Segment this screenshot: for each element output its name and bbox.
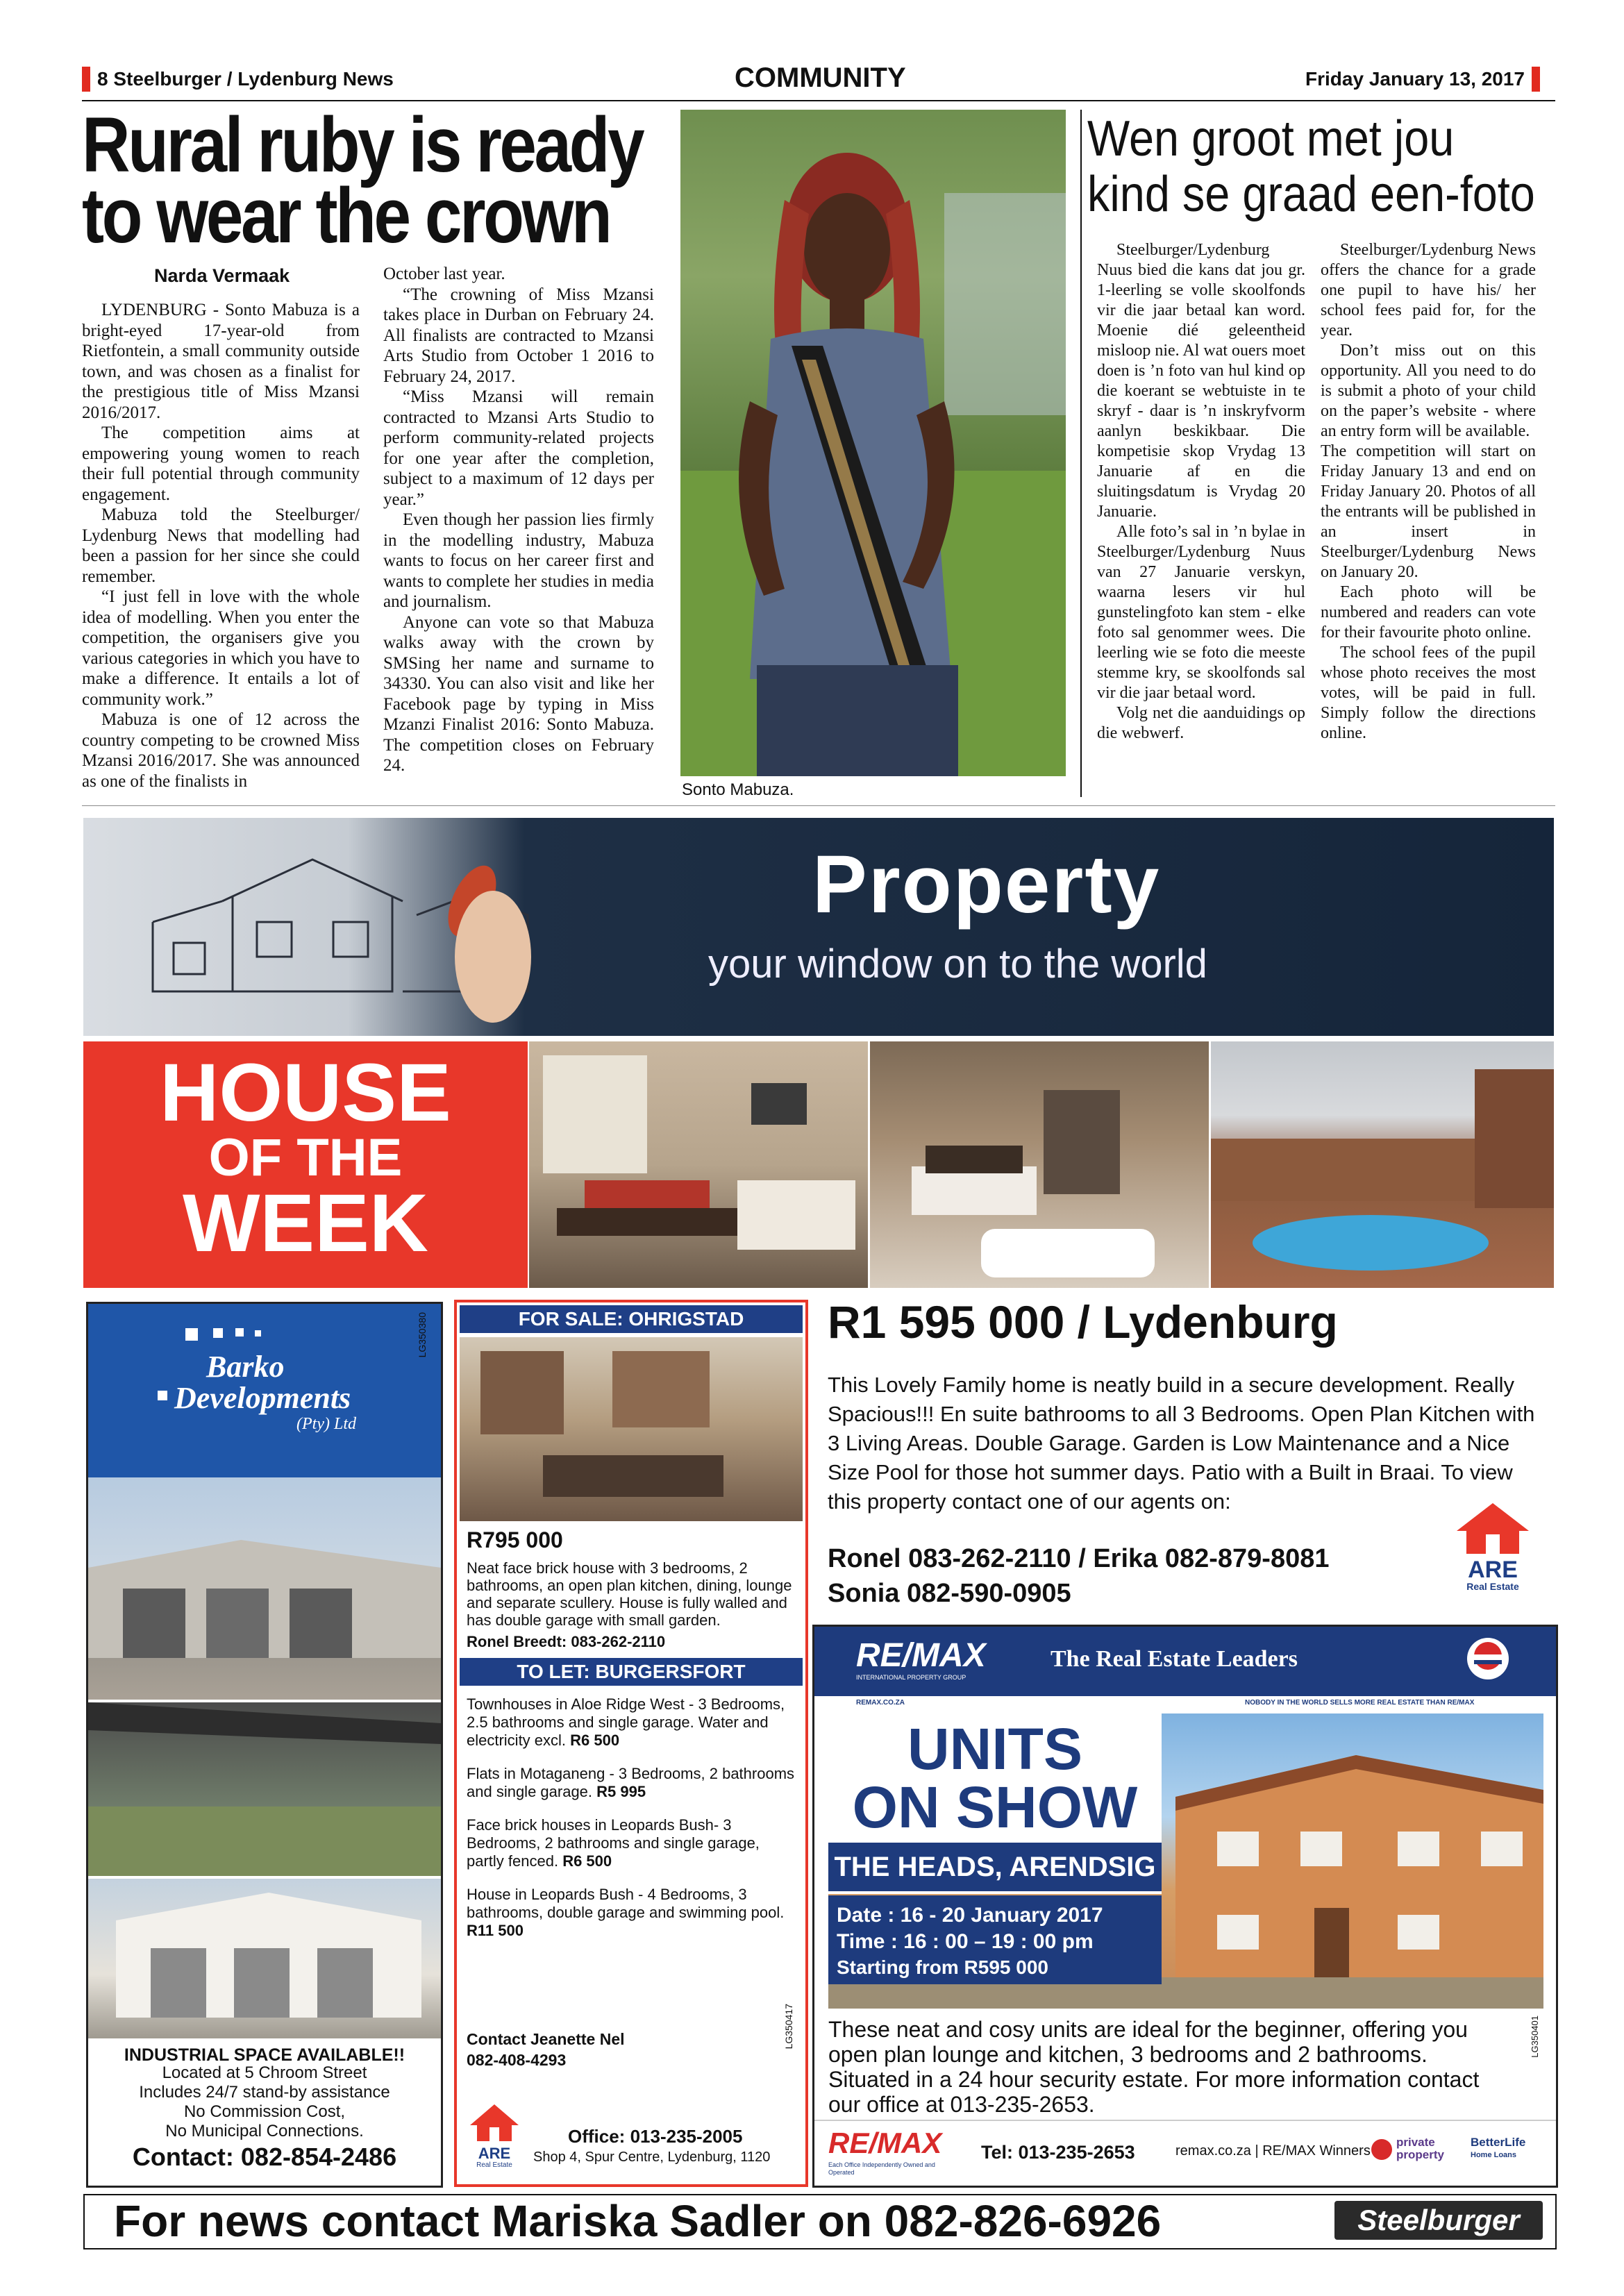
- unit-illustration: [88, 1879, 441, 2038]
- article1-para: Even though her passion lies firmly in the modelling industry, Mabuza wants to focus on her career first and wants to complete her studies in media and journalism.: [383, 510, 654, 611]
- to-let-listings: [467, 1695, 796, 1955]
- property-banner-subtitle: your window on to the world: [708, 941, 1207, 987]
- private-property-line1: private: [1396, 2136, 1435, 2149]
- private-property-line2: property: [1396, 2148, 1444, 2161]
- article2-para: Alle foto’s sal in ’n bylae in Steelburger/Lydenburg Nuus van 27 Januarie verskyn, waarna lesers vir hul gunstelingfoto kan stem - elke foto sal genommer wees. Die leerling wie se foto die meeste stemme kry, se skoolfonds sal vir die jaar betaal word.: [1097, 523, 1305, 702]
- section-rule: [82, 805, 1555, 806]
- for-sale-header: FOR SALE: OHRIGSTAD: [460, 1305, 803, 1333]
- listing-text: House in Leopards Bush - 4 Bedrooms, 3 bathrooms, double garage and swimming pool.: [467, 1886, 785, 1921]
- article1-column1: [82, 300, 360, 791]
- lydenburg-description: This Lovely Family home is neatly build in a secure development. Really Spacious!!! En suite bathrooms to all 3 Bedrooms. Open Plan Kitchen with 3 Living Areas. Double Garage. Garden is Low Maintenance and a Nice Size Pool for those hot summer days. Patio with a Built in Braai. To view this property contact one of our agents on:: [828, 1373, 1535, 1514]
- balloon-shape: [1467, 1638, 1509, 1679]
- article1-para: LYDENBURG - Sonto Mabuza is a bright-eyed 17-year-old from Rietfontein, a small community outside town, and was chosen as a finalist for the prestigious title of Miss Mzansi 2016/2017.: [82, 301, 360, 422]
- lydenburg-are-logo: [1451, 1500, 1534, 1592]
- header-left: [82, 67, 394, 92]
- steelburger-logo: [1334, 2201, 1543, 2240]
- article2-para: The school fees of the pupil whose photo receives the most votes, will be paid in full. Simply follow the directions online.: [1321, 644, 1536, 742]
- remax-description: These neat and cosy units are ideal for the beginner, offering you open plan lounge and kitchen, 3 bedrooms and 2 bathrooms. Situated in a 24 hour security estate. For more information contact our office at 013-235-2653.: [828, 2017, 1480, 2117]
- are-logo-text: ARE: [478, 2145, 511, 2162]
- are-house-icon: [467, 2101, 522, 2143]
- article1-para: “I just fell in love with the whole idea of modelling. When you enter the competition, the organisers give you various categories in which you have to make a difference. It entails a lot of community work.”: [82, 587, 360, 709]
- are-logo: [467, 2101, 522, 2169]
- remax-footer-url: remax.co.za | RE/MAX Winners: [1175, 2143, 1371, 2159]
- remax-tagline: The Real Estate Leaders: [1050, 1646, 1298, 1672]
- remax-header: [814, 1627, 1556, 1696]
- private-property-icon: [1371, 2139, 1392, 2160]
- sonto-photo: [680, 110, 1066, 776]
- article1-headline-line2: to wear the crown: [82, 172, 610, 259]
- footer-news-contact: For news contact Mariska Sadler on 082-826-6926: [114, 2196, 1162, 2246]
- article2-para: Steelburger/Lydenburg News offers the chance for a grade one pupil to have his/ her school fees paid for, for the year.: [1321, 241, 1536, 340]
- barko-detail-line: No Commission Cost,: [183, 2102, 346, 2121]
- ohrigstad-price: R795 000: [467, 1527, 563, 1552]
- pool-photo: [1211, 1041, 1554, 1288]
- article1-para: Mabuza told the Steelburger/ Lydenburg News that modelling had been a passion for her since she could remember.: [82, 505, 360, 586]
- article1-para: Mabuza is one of 12 across the country competing to be crowned Miss Mzansi 2016/2017. She was announced as one of the finalists in: [82, 710, 360, 791]
- units-time: Time : 16 : 00 – 19 : 00 pm: [837, 1930, 1094, 1953]
- article2-para: Steelburger/Lydenburg Nuus bied die kans dat jou gr. 1-leerling se volle skoolfonds vir die jaar betaal kan word. Moenie dié geleentheid misloop nie. Al wat ouers moet doen is ’n foto van hul kind op die koerant se webtuiste in te skryf - daar is ’n inskryfvorm aanlyn beskikbaar. Die kompetisie skop Vrydag 13 Januarie af en die sluitingsdatum is Vrydag 20 Januarie.: [1097, 241, 1305, 521]
- article2-para: Volg net die aanduidings op die webwerf.: [1097, 704, 1305, 742]
- barko-industrial-title: INDUSTRIAL SPACE AVAILABLE!!: [124, 2045, 405, 2065]
- header-page-label: 8 Steelburger / Lydenburg News: [97, 68, 394, 90]
- betterlife-line1: BetterLife: [1471, 2136, 1526, 2149]
- remax-brand-sub: INTERNATIONAL PROPERTY GROUP: [856, 1674, 966, 1681]
- article1-headline: [82, 101, 643, 259]
- date-time-panel: [828, 1895, 1162, 1984]
- article2-column2: [1321, 240, 1536, 744]
- to-let-contact-name: Contact Jeanette Nel: [467, 2030, 625, 2048]
- barko-detail-line: Includes 24/7 stand-by assistance: [139, 2083, 390, 2102]
- barko-logo-line1: Barko: [206, 1350, 285, 1384]
- house-sketch-icon: [83, 818, 611, 1036]
- property-banner-title: Property: [812, 839, 1161, 930]
- barko-logo-line3: (Pty) Ltd: [296, 1415, 356, 1433]
- listing-text: Townhouses in Aloe Ridge West - 3 Bedrooms, 2.5 bathrooms and single garage. Water and electricity excl.: [467, 1695, 785, 1749]
- remax-footer-brand: RE/MAX: [828, 2127, 942, 2159]
- ohrigstad-agent: Ronel Breedt: 083-262-2110: [467, 1633, 666, 1650]
- page-header: [82, 62, 1540, 97]
- remax-ad: [812, 1625, 1558, 2188]
- article2-headline-line1: Wen groot met jou: [1087, 111, 1455, 167]
- lydenburg-agents: [828, 1541, 1330, 1611]
- article1-byline: Narda Vermaak: [154, 265, 290, 286]
- are-office-phone: Office: 013-235-2005: [568, 2126, 743, 2147]
- are-logo-sub: Real Estate: [476, 2161, 512, 2169]
- remax-small-right: NOBODY IN THE WORLD SELLS MORE REAL ESTATE THAN RE/MAX: [1245, 1699, 1475, 1707]
- lydenburg-agents-line1: Ronel 083-262-2110 / Erika 082-879-8081: [828, 1544, 1330, 1573]
- barko-details: [88, 2063, 441, 2141]
- listing-price: R11 500: [467, 1922, 524, 1939]
- are-listings-ad: [454, 1300, 808, 2187]
- header-date: Friday January 13, 2017: [1305, 68, 1525, 90]
- remax-balloon-icon: [1467, 1638, 1509, 1679]
- article1-para: “Miss Mzansi will remain contracted to Mzansi Arts Studio to perform community-related projects for one year after the completion, subject to a maximum of 12 days per year.”: [383, 387, 654, 509]
- article1-headline-line1: Rural ruby is ready: [82, 101, 643, 188]
- header-red-bar-right: [1532, 67, 1540, 92]
- are-ref: LG350417: [783, 2004, 794, 2050]
- header-red-bar: [82, 67, 90, 92]
- listing-item: [467, 1695, 796, 1750]
- listing-text: Flats in Motaganeng - 3 Bedrooms, 2 bathrooms and single garage.: [467, 1765, 795, 1800]
- barko-ad: [86, 1302, 443, 2188]
- barko-unit-photo: [88, 1879, 441, 2038]
- pool-illustration: [1211, 1041, 1554, 1288]
- kitchen-photo: [529, 1041, 868, 1288]
- ohrigstad-kitchen-photo: [460, 1337, 803, 1521]
- listing-price: R5 995: [596, 1783, 646, 1800]
- article1-para: “The crowning of Miss Mzansi takes place in Durban on February 24. All finalists are contracted to Mzansi Arts Studio from October 1 2016 to February 24, 2017.: [383, 285, 654, 386]
- are-house-icon: [1451, 1500, 1534, 1555]
- how-line2: OF THE: [208, 1128, 403, 1187]
- barko-logo-line2: Developments: [174, 1381, 351, 1415]
- units-location: THE HEADS, ARENDSIG: [834, 1852, 1156, 1882]
- steelburger-logo-text: Steelburger: [1357, 2204, 1520, 2236]
- listing-price: R6 500: [570, 1732, 620, 1749]
- bedroom-illustration: [870, 1041, 1209, 1288]
- article1-para: The competition aims at empowering young women to reach their full potential through community engagement.: [82, 424, 360, 504]
- barko-contact: Contact: 082-854-2486: [132, 2143, 397, 2171]
- how-line3: WEEK: [183, 1178, 428, 1269]
- article2-para: Don’t miss out on this opportunity. All you need to do is submit a photo of your child on the paper’s website - where an entry form will be available.: [1321, 342, 1536, 440]
- betterlife-line2: Home Loans: [1471, 2151, 1517, 2159]
- barko-structure-photo: [88, 1702, 441, 1876]
- barko-logo-panel: [88, 1304, 441, 1477]
- betterlife-logo: [1471, 2136, 1525, 2161]
- lydenburg-are-logo-text: ARE: [1468, 1557, 1518, 1583]
- sonto-photo-caption: Sonto Mabuza.: [682, 780, 794, 799]
- article1-column2: [383, 264, 654, 776]
- units-on-show-panel: [828, 1713, 1162, 1894]
- listing-item: [467, 1765, 796, 1801]
- units-date: Date : 16 - 20 January 2017: [837, 1904, 1103, 1927]
- article2-column1: [1097, 240, 1305, 744]
- lydenburg-price: R1 595 000 / Lydenburg: [828, 1296, 1338, 1348]
- lydenburg-agents-line2: Sonia 082-590-0905: [828, 1579, 1071, 1608]
- article2-para: Each photo will be numbered and readers can vote for their favourite photo online.: [1321, 583, 1536, 642]
- house-of-the-week-panel: [83, 1041, 528, 1288]
- barko-detail-line: Located at 5 Chroom Street: [162, 2063, 367, 2082]
- units-line2: ON SHOW: [852, 1775, 1138, 1840]
- lydenburg-are-logo-sub: Real Estate: [1466, 1581, 1519, 1592]
- remax-brand: RE/MAX: [856, 1637, 986, 1674]
- sonto-photo-illustration: [680, 110, 1066, 776]
- to-let-contact-phone: 082-408-4293: [467, 2051, 567, 2069]
- units-line1: UNITS: [907, 1716, 1082, 1782]
- listing-item: [467, 1886, 796, 1940]
- barko-detail-line: No Municipal Connections.: [165, 2122, 364, 2140]
- listing-item: [467, 1816, 796, 1870]
- are-office-address: Shop 4, Spur Centre, Lydenburg, 1120: [533, 2150, 771, 2165]
- structure-illustration: [88, 1702, 441, 1876]
- units-starting-price: Starting from R595 000: [837, 1956, 1048, 1978]
- article1-para: Anyone can vote so that Mabuza walks away with the crown by SMSing her name and surname to 34330. You can also visit and like her Facebook page by typing in Miss Mzanzi Finalist 2016: Sonto Mabuza. The competition closes on February 24.: [383, 612, 654, 775]
- ohrigstad-kitchen-illustration: [460, 1337, 803, 1521]
- to-let-header: TO LET: BURGERSFORT: [460, 1658, 803, 1686]
- article2-para: The competition will start on Friday January 13 and end on Friday January 20. Photos of all the entrants will be published in an insert in Steelburger/Lydenburg News on January 20.: [1321, 442, 1536, 581]
- remax-url-small: REMAX.CO.ZA: [856, 1699, 905, 1707]
- ohrigstad-description: Neat face brick house with 3 bedrooms, 2 bathrooms, an open plan kitchen, dining, lounge and separate scullery. House is fully walled and has double garage with small garden.: [467, 1559, 792, 1629]
- barko-ref: LG350380: [417, 1312, 428, 1358]
- how-line1: HOUSE: [160, 1047, 451, 1139]
- remax-footer: [814, 2120, 1556, 2185]
- column-divider: [1080, 110, 1082, 797]
- remax-units-photo: [828, 1713, 1543, 2009]
- kitchen-illustration: [529, 1041, 868, 1288]
- remax-footer-brand-sub: Each Office Independently Owned and Operated: [828, 2161, 935, 2176]
- bedroom-photo: [870, 1041, 1209, 1288]
- article2-headline-line2: kind se graad een-foto: [1087, 167, 1535, 222]
- private-property-logo: [1396, 2136, 1444, 2161]
- location-bar: [828, 1843, 1162, 1891]
- remax-tel: Tel: 013-235-2653: [981, 2142, 1135, 2163]
- listing-text: Face brick houses in Leopards Bush- 3 Bedrooms, 2 bathrooms and single garage, partly fenced.: [467, 1816, 760, 1870]
- header-date-wrap: [1305, 67, 1540, 92]
- barko-warehouse-photo: [88, 1477, 441, 1700]
- article2-headline: [1087, 111, 1535, 222]
- article1-para: October last year.: [383, 265, 505, 283]
- section-title: COMMUNITY: [735, 62, 906, 93]
- remax-ref: LG350401: [1530, 2016, 1540, 2058]
- listing-price: R6 500: [562, 1852, 612, 1870]
- page-footer: [83, 2194, 1557, 2249]
- warehouse-illustration: [88, 1477, 441, 1700]
